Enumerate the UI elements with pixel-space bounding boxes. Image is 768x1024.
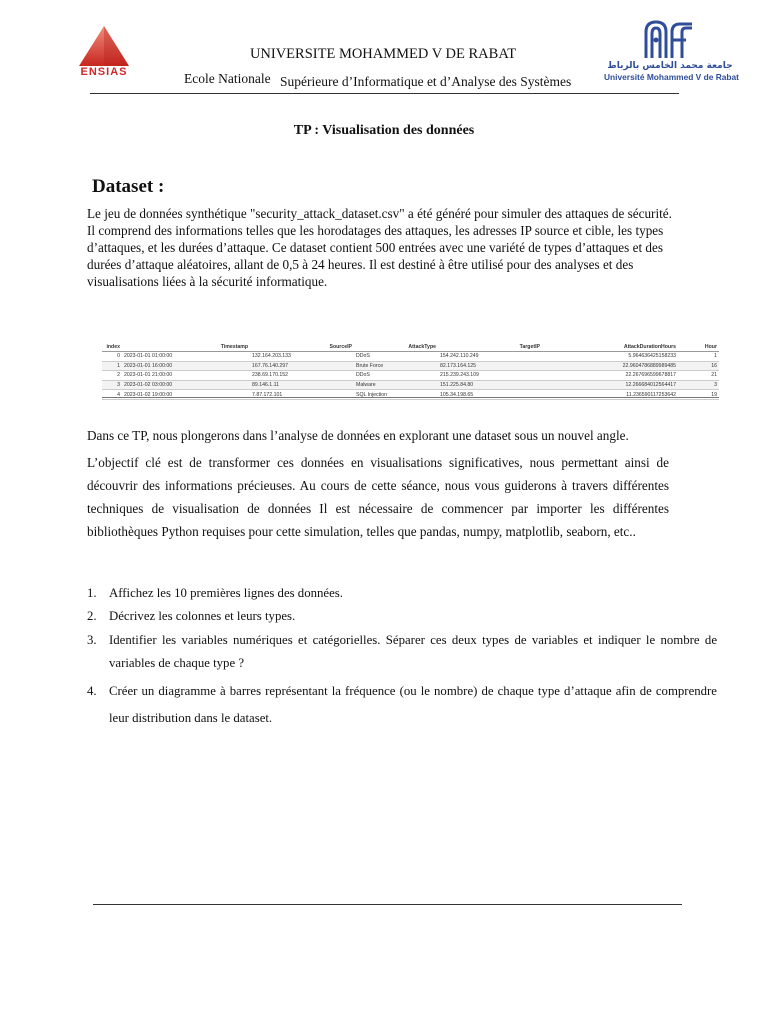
table-cell: DDoS	[354, 352, 438, 362]
table-cell: 238.69.170.152	[250, 371, 354, 381]
table-cell: 22.267696599678817	[542, 371, 678, 381]
table-cell: 2	[102, 371, 122, 381]
task-item	[87, 583, 717, 603]
column-header-attack-duration: AttackDurationHours	[542, 343, 678, 352]
column-header-hour: Hour	[678, 343, 719, 352]
task-number: 2.	[87, 609, 97, 623]
task-text: Créer un diagramme à barres représentant la fréquence (ou le nombre) de chaque type d’attaque afin de comprendre leur distribution dans le dataset.	[109, 684, 717, 725]
table-cell: 21	[678, 371, 719, 381]
table-cell: 0	[102, 352, 122, 362]
intro-paragraph: Dans ce TP, nous plongerons dans l’analyse de données en explorant une dataset sous un nouvel angle.	[87, 428, 629, 443]
table-cell: 16	[678, 361, 719, 371]
table-cell: 12.266684012564417	[542, 380, 678, 390]
table-cell: 7.87.172.101	[250, 390, 354, 400]
task-number: 4.	[87, 684, 97, 698]
school-name-part-1: Ecole Nationale	[184, 71, 271, 86]
table-cell: 89.146.1.11	[250, 380, 354, 390]
table-cell: 105.34.198.65	[438, 390, 542, 400]
table-cell: 2023-01-01 21:00:00	[122, 371, 250, 381]
ensias-logo-text: ENSIAS	[80, 66, 128, 78]
table-cell: 82.173.164.125	[438, 361, 542, 371]
table-cell: 132.164.203.133	[250, 352, 354, 362]
task-text: Identifier les variables numériques et catégorielles. Séparer ces deux types de variables et indiquer le nombre de variables de chaque type ?	[109, 633, 717, 670]
table-cell: 11.236590117253642	[542, 390, 678, 400]
table-cell: 151.225.84.80	[438, 380, 542, 390]
table-cell: Malware	[354, 380, 438, 390]
dataset-preview-table	[102, 343, 719, 400]
table-row	[102, 371, 719, 381]
school-name-part-2: Supérieure d’Informatique et d’Analyse des Systèmes	[280, 74, 572, 89]
task-item	[87, 606, 717, 626]
table-row	[102, 352, 719, 362]
column-header-index: index	[102, 343, 122, 352]
footer-divider	[93, 904, 682, 905]
task-list	[87, 583, 717, 732]
task-item	[87, 629, 717, 675]
document-title: TP : Visualisation des données	[293, 123, 475, 138]
table-cell: 154.242.110.249	[438, 352, 542, 362]
table-cell: 3	[678, 380, 719, 390]
table-cell: Brute Force	[354, 361, 438, 371]
table-cell: 1	[678, 352, 719, 362]
table-cell: 1	[102, 361, 122, 371]
task-text: Décrivez les colonnes et leurs types.	[109, 609, 296, 623]
table-bottom-rule	[102, 397, 719, 398]
table-cell: SQL Injection	[354, 390, 438, 400]
column-header-source-ip: SourceIP	[250, 343, 354, 352]
table-cell: 5.964636425158233	[542, 352, 678, 362]
um5-logo-arabic-text: جامعة محمد الخامس بالرباط	[607, 61, 733, 71]
table-cell: 2023-01-01 16:00:00	[122, 361, 250, 371]
table-cell: 3	[102, 380, 122, 390]
table-row	[102, 380, 719, 390]
table-cell: DDoS	[354, 371, 438, 381]
task-number: 1.	[87, 586, 97, 600]
table-cell: 167.76.140.297	[250, 361, 354, 371]
column-header-target-ip: TargetIP	[438, 343, 542, 352]
table-cell: 2023-01-02 03:00:00	[122, 380, 250, 390]
table-cell: 22.9604786889989485	[542, 361, 678, 371]
task-number: 3.	[87, 633, 97, 647]
column-header-attack-type: AttackType	[354, 343, 438, 352]
table-cell: 19	[678, 390, 719, 400]
dataset-description: Le jeu de données synthétique "security_attack_dataset.csv" a été généré pour simuler des attaques de sécurité. Il comprend des informations telles que les horodatages des attaques, les adresses IP source et cible, les types d’attaques, et les durées d’attaque. Ce dataset contient 500 entrées avec une variété de types d’attaques et des durées d’attaque aléatoires, allant de 0,5 à 24 heures. Il est destiné à être utilisé pour des analyses et des visualisations liées à la sécurité informatique.	[87, 206, 672, 289]
task-text: Affichez les 10 premières lignes des données.	[109, 586, 343, 600]
um5-logo-latin-text: Université Mohammed V de Rabat	[604, 72, 739, 82]
university-title: UNIVERSITE MOHAMMED V DE RABAT	[249, 46, 517, 62]
table-row	[102, 390, 719, 400]
table-cell: 4	[102, 390, 122, 400]
task-item	[87, 678, 717, 732]
table-cell: 2023-01-01 01:00:00	[122, 352, 250, 362]
table-cell: 215.239.243.109	[438, 371, 542, 381]
table-row	[102, 361, 719, 371]
table-cell: 2023-01-02 19:00:00	[122, 390, 250, 400]
section-heading-dataset: Dataset :	[92, 176, 165, 197]
header-divider	[90, 93, 679, 94]
objective-paragraph: L’objectif clé est de transformer ces données en visualisations significatives, nous permettant ainsi de découvrir des informations précieuses. Au cours de cette séance, nous vous guiderons à travers différentes techniques de visualisation de données Il est nécessaire de commencer par importer les différentes bibliothèques Python requises pour cette simulation, telles que pandas, numpy, matplotlib, seaborn, etc..	[87, 455, 669, 539]
column-header-timestamp: Timestamp	[122, 343, 250, 352]
table-header-row	[102, 343, 719, 352]
